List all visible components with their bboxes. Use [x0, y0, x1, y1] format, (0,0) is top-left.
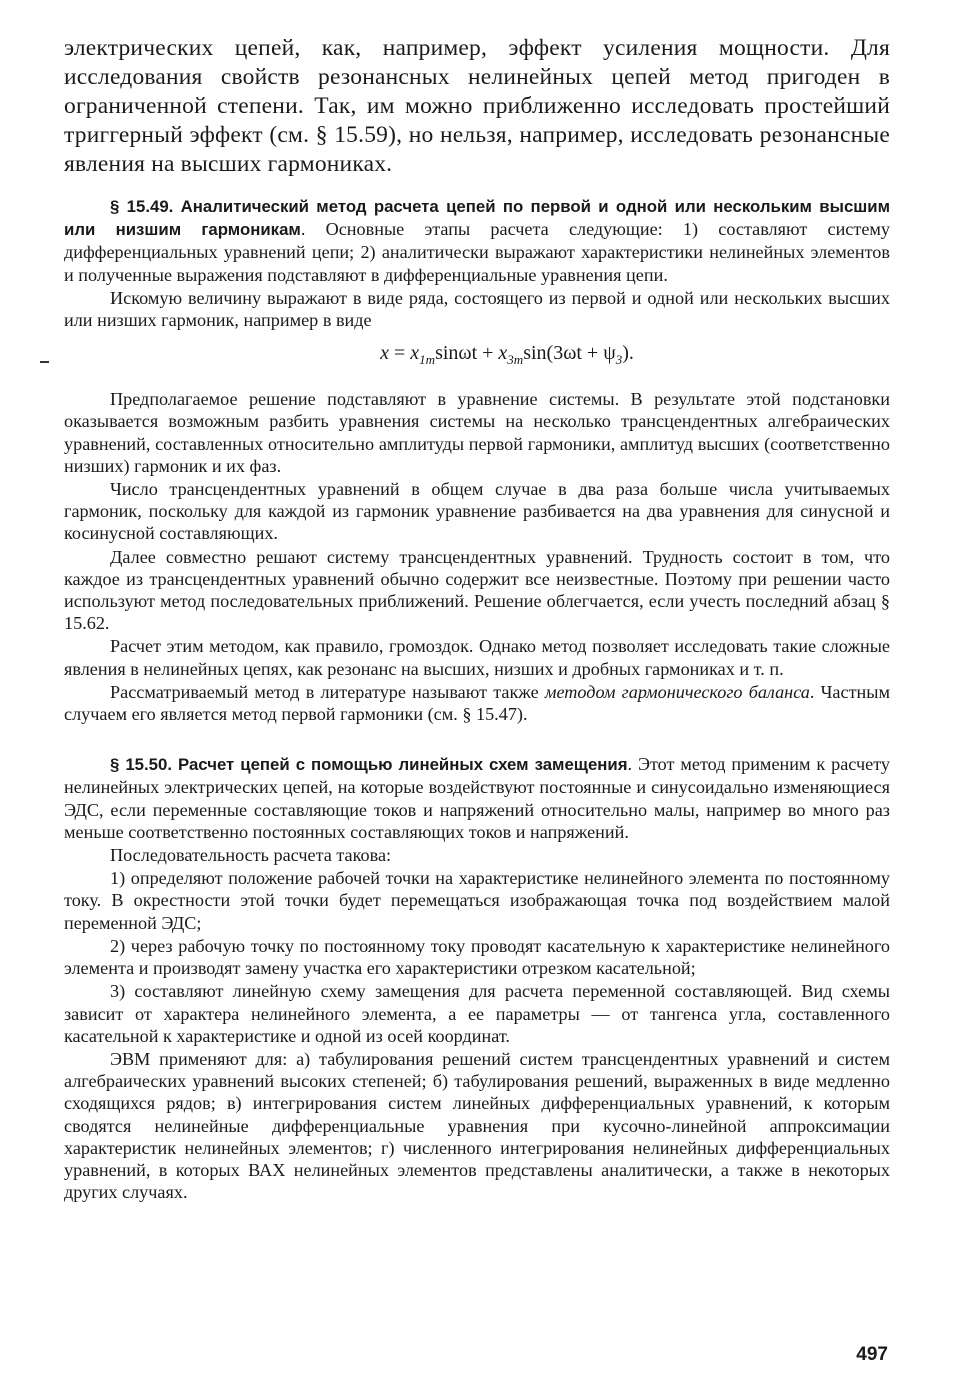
section-15-50-paragraph-1: Последовательность расчета такова:	[110, 845, 392, 866]
section-15-50-lead	[64, 753, 890, 843]
section-15-49-paragraph-2: Предполагаемое решение подставляют в уравнение системы. В результате этой подстановки оказывается возможным разбить уравнения системы на несколько трансцендентных алгебраических уравнений, составленных относительно амплитуды первой гармоники, амплитуд высших (соответственно низших) гармоник и их фаз.	[64, 389, 890, 476]
section-15-50-paragraph-5: ЭВМ применяют для: а) табулирования решений систем трансцендентных уравнений и систем алгебраических уравнений высоких степеней; б) табулирования решений, выраженных в виде медленно сходящихся рядов; в) интегрирования систем линейных дифференциальных уравнений, к которым сводятся нелинейные дифференциальные уравнения при кусочно-линейной аппроксимации характеристик нелинейных элементов; г) численного интегрирования нелинейных дифференциальных уравнений, в которых ВАХ нелинейных элементов представлены аналитически, а также в некоторых других случаях.	[64, 1048, 890, 1203]
margin-mark	[40, 361, 49, 363]
intro-paragraph: электрических цепей, как, например, эффект усиления мощности. Для исследования свойств резонансных нелинейных цепей метод пригоден в ограниченной степени. Так, им можно приближенно исследовать простейший триггерный эффект (см. § 15.59), но нельзя, например, исследовать резонансные явления на высших гармониках.	[64, 35, 890, 177]
section-15-49-paragraph-6: Рассматриваемый метод в литературе называют также методом гармонического баланса. Частным случаем его является метод первой гармоники (см. § 15.47).	[64, 681, 890, 725]
section-15-49-paragraph-1: Искомую величину выражают в виде ряда, состоящего из первой и одной или нескольких высших или низших гармоник, например в виде	[64, 287, 890, 331]
harmonic-series-formula: $x = x_{1m}\sin\omega t + x_{3m}\sin(3\omega t + \psi_3)$.	[380, 342, 634, 368]
section-15-50-heading-rest: . Этот метод применим к расчету нелинейных электрических цепей, на которые воздействуют постоянные и синусоидально изменяющиеся ЭДС, если переменные составляющие токов и напряжений относительно малы, например во много раз меньше соответственно постоянных составляющих токов и напряжений.	[64, 754, 890, 842]
section-15-49-heading-rest: . Основные этапы расчета следующие: 1) составляют систему дифференциальных уравнений цепи; 2) аналитически выражают характеристики нелинейных элементов и полученные выражения подставляют в дифференциальные уравнения цепи.	[64, 219, 890, 285]
page-content	[64, 34, 890, 1203]
section-15-49-heading: § 15.49. Аналитический метод расчета цепей по первой и одной или нескольким высшим или низшим гармоникам	[64, 197, 890, 240]
section-15-49-paragraph-5: Расчет этим методом, как правило, громоздок. Однако метод позволяет исследовать такие сложные явления в нелинейных цепях, как резонанс на высших, низших и дробных гармониках и т. п.	[64, 636, 890, 679]
section-15-50	[64, 753, 890, 1203]
section-15-50-paragraph-2: 1) определяют положение рабочей точки на характеристике нелинейного элемента по постоянному току. В окрестности этой точки будет перемещаться изображающая точка под воздействием малой переменной ЭДС;	[64, 868, 890, 933]
section-15-49-paragraph-3: Число трансцендентных уравнений в общем случае в два раза больше числа учитываемых гармоник, поскольку для каждой из гармоник уравнение разбивается на два уравнения для синусной и косинусной составляющих.	[64, 479, 890, 544]
section-15-50-heading: § 15.50. Расчет цепей с помощью линейных схем замещения	[110, 755, 628, 775]
page-number: 497	[856, 1344, 888, 1365]
section-15-49-paragraph-4: Далее совместно решают систему трансцендентных уравнений. Трудность состоит в том, что каждое из трансцендентных уравнений обычно содержит все неизвестные. Поэтому при решении часто используют метод последовательных приближений. Решение облегчается, если учесть последний абзац § 15.62.	[64, 546, 890, 634]
section-15-50-paragraph-3: 2) через рабочую точку по постоянному току проводят касательную к характеристике нелинейного элемента и производят замену участка его характеристики отрезком касательной;	[64, 935, 890, 979]
section-15-50-paragraph-4: 3) составляют линейную схему замещения для расчета переменной составляющей. Вид схемы зависит от характера нелинейного элемента, а ее параметры — от тангенса угла, составленного касательной к характеристике и одной из осей координат.	[64, 981, 890, 1046]
harmonic-balance-term: методом гармонического баланса	[544, 681, 810, 702]
section-15-49-lead	[64, 195, 890, 286]
section-15-49	[64, 195, 890, 725]
